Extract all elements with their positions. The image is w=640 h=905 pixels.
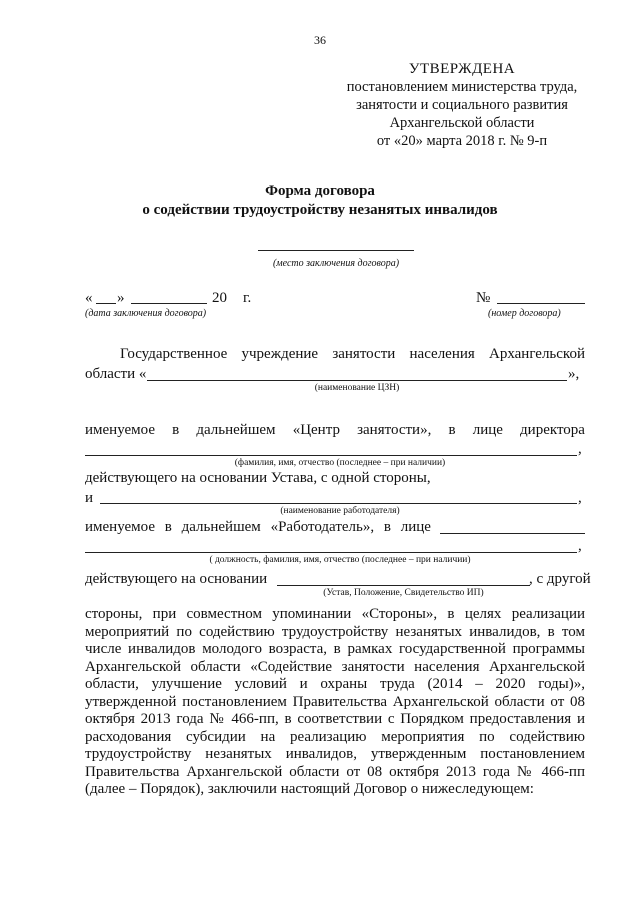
czn-caption: (наименование ЦЗН) bbox=[314, 383, 400, 393]
date-quote-close: » bbox=[117, 290, 125, 306]
date-month-blank[interactable] bbox=[131, 303, 207, 304]
word: именуемое bbox=[85, 422, 155, 438]
form-title-line-1: Форма договора bbox=[265, 183, 375, 199]
word: дальнейшем bbox=[181, 519, 261, 535]
page-number: 36 bbox=[314, 33, 326, 47]
approval-line-1: постановлением министерства труда, bbox=[346, 79, 578, 95]
number-caption: (номер договора) bbox=[488, 308, 561, 319]
employer-caption: (наименование работодателя) bbox=[280, 506, 400, 516]
approval-line-4: от «20» марта 2018 г. № 9-п bbox=[376, 133, 548, 149]
word: «Работодатель», bbox=[270, 519, 375, 535]
word: директора bbox=[520, 422, 585, 438]
place-caption: (место заключения договора) bbox=[272, 258, 400, 269]
word: Архангельской bbox=[489, 346, 585, 362]
word: в bbox=[172, 422, 180, 438]
word: именуемое bbox=[85, 519, 155, 535]
comma-1: , bbox=[578, 441, 582, 457]
position-caption: ( должность, фамилия, имя, отчество (последнее – при наличии) bbox=[209, 555, 471, 565]
date-caption: (дата заключения договора) bbox=[85, 308, 207, 319]
date-year: 20 bbox=[212, 290, 227, 306]
word: занятости», bbox=[357, 422, 432, 438]
word: занятости bbox=[332, 346, 396, 362]
approval-line-3: Архангельской области bbox=[389, 115, 535, 131]
comma-2: , bbox=[578, 490, 582, 506]
basis-caption: (Устав, Положение, Свидетельство ИП) bbox=[323, 588, 484, 598]
intro-line-2-end: », bbox=[568, 366, 580, 382]
intro-line-2-start: области « bbox=[85, 366, 147, 382]
czn-name-blank[interactable] bbox=[147, 380, 567, 381]
basis-blank[interactable] bbox=[277, 585, 530, 586]
director-name-blank[interactable] bbox=[85, 455, 577, 456]
date-year-suffix: г. bbox=[243, 290, 252, 306]
word: лице bbox=[472, 422, 503, 438]
representative-blank-1[interactable] bbox=[440, 533, 585, 534]
named-employer-line bbox=[85, 519, 431, 536]
intro-line-1 bbox=[120, 346, 585, 363]
number-sign: № bbox=[476, 290, 491, 306]
contract-number-blank[interactable] bbox=[497, 303, 585, 304]
acting-charter-line: действующего на основании Устава, с одной стороны, bbox=[85, 470, 431, 486]
word: в bbox=[383, 519, 391, 535]
representative-blank-2[interactable] bbox=[85, 552, 577, 553]
word: Государственное bbox=[120, 346, 228, 362]
word: учреждение bbox=[241, 346, 319, 362]
word: дальнейшем bbox=[196, 422, 276, 438]
approval-line-2: занятости и социального развития bbox=[356, 97, 568, 113]
main-paragraph: стороны, при совместном упоминании «Стороны», в целях реализации мероприятий по содействию трудоустройству незанятых инвалидов, в том числе инвалидов молодого возраста, в рамках государственной программы Архангельской области «Содействие занятости населения Архангельской области, улучшение условий и охраны труда (2014 – 2020 годы)», утвержденной постановлением Правительства Архангельской области от 08 октября 2013 года № 466-пп, в соответствии с Порядком предоставления и расходования субсидии на реализацию мероприятия по содействию трудоустройству незанятых инвалидов, утвержденным постановлением Правительства Архангельской области от 08 октября 2013 года № 466-пп (далее – Порядок), заключили настоящий Договор о нижеследующем: bbox=[85, 606, 585, 797]
form-title bbox=[120, 182, 520, 220]
word: в bbox=[448, 422, 456, 438]
acting-basis-text: действующего на основании bbox=[85, 571, 268, 587]
word: населения bbox=[409, 346, 475, 362]
approval-heading: УТВЕРЖДЕНА bbox=[408, 61, 516, 77]
word: лице bbox=[400, 519, 431, 535]
date-quote-open: « bbox=[85, 290, 93, 306]
approval-block bbox=[332, 60, 592, 150]
place-blank[interactable] bbox=[258, 250, 414, 251]
and-word: и bbox=[85, 490, 94, 506]
director-caption: (фамилия, имя, отчество (последнее – при наличии) bbox=[234, 458, 446, 468]
word: «Центр bbox=[292, 422, 340, 438]
employer-name-blank[interactable] bbox=[100, 503, 577, 504]
other-side-text: , с другой bbox=[529, 571, 591, 587]
form-title-line-2: о содействии трудоустройству незанятых инвалидов bbox=[142, 202, 498, 218]
word: в bbox=[164, 519, 172, 535]
comma-3: , bbox=[578, 538, 582, 554]
date-day-blank[interactable] bbox=[96, 303, 116, 304]
named-center-line bbox=[85, 422, 585, 439]
